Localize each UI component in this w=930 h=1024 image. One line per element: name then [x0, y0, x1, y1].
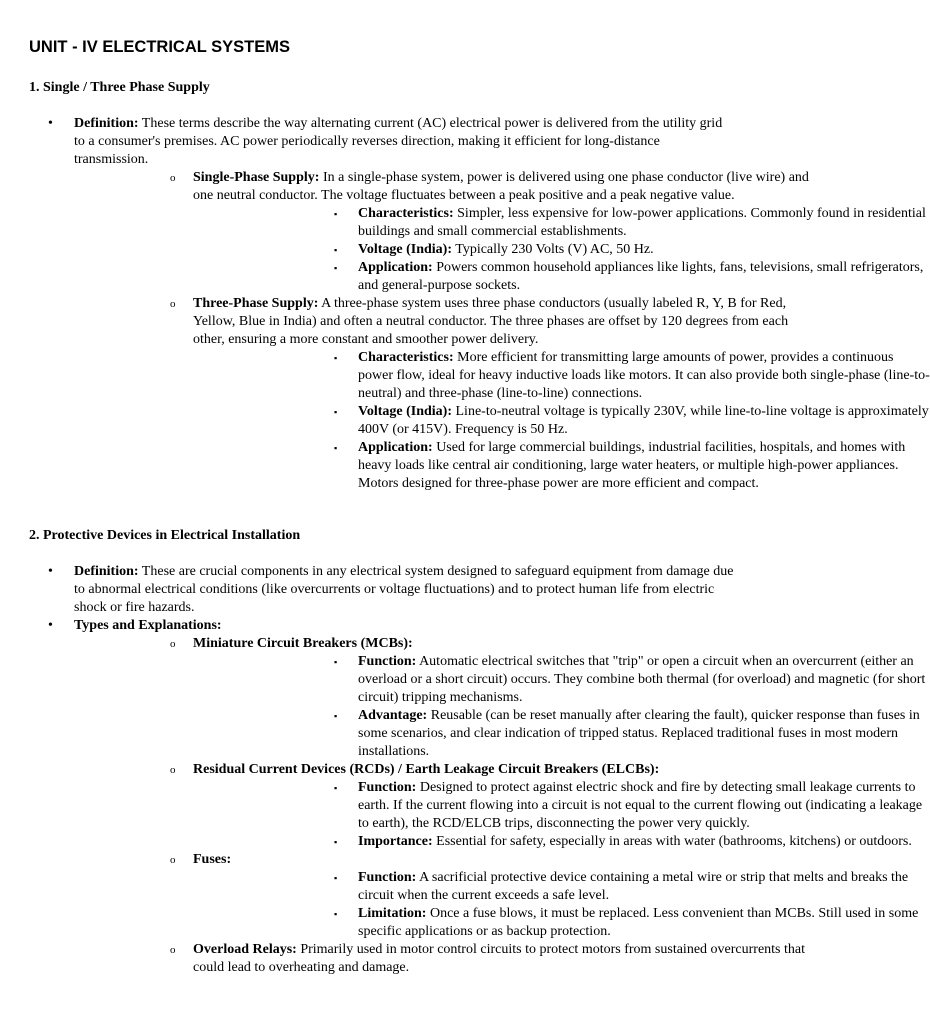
list-item-advantage — [193, 707, 930, 761]
item-label: Types and Explanations: — [74, 618, 222, 633]
item-label: Application: — [358, 260, 433, 275]
square-marker: ▪ — [334, 711, 338, 721]
item-text: Line-to-neutral voltage is typically 230V, while line-to-line voltage is approximately 400V (or 415V). Frequency is 50 Hz. — [358, 404, 929, 437]
item-label: Limitation: — [358, 906, 427, 921]
item-label: Definition: — [74, 116, 139, 131]
item-text: In a single-phase system, power is delivered using one phase conductor (live wire) and one neutral conductor. The voltage fluctuates between a peak positive and a peak negative value. — [193, 170, 809, 203]
item-label: Characteristics: — [358, 206, 454, 221]
sublist — [74, 635, 926, 977]
item-label: Function: — [358, 780, 417, 795]
square-marker: ▪ — [334, 909, 338, 919]
list-item-single-phase — [74, 169, 926, 295]
sublist — [193, 869, 919, 941]
section-heading-single-three-phase: 1. Single / Three Phase Supply — [29, 80, 210, 95]
section-heading-protective-devices: 2. Protective Devices in Electrical Installation — [29, 528, 301, 543]
item-text: Primarily used in motor control circuits to protect motors from sustained overcurrents that could lead to overheating and damage. — [193, 942, 805, 975]
list-item-function — [193, 653, 930, 707]
section-2-list — [0, 563, 926, 977]
item-text: More efficient for transmitting large amounts of power, provides a continuous power flow, ideal for heavy inductive loads like motors. It can also provide both single-phase (line-to-neutral) and three-phase (line-to-line) connections. — [358, 350, 930, 401]
bullet-marker: • — [48, 116, 53, 131]
list-item-voltage — [193, 241, 930, 259]
list-item-three-phase — [74, 295, 930, 493]
item-label: Miniature Circuit Breakers (MCBs): — [193, 636, 413, 651]
item-label: Advantage: — [358, 708, 428, 723]
item-label: Residual Current Devices (RCDs) / Earth Leakage Circuit Breakers (ELCBs): — [193, 762, 660, 777]
square-marker: ▪ — [334, 353, 338, 363]
square-marker: ▪ — [334, 783, 338, 793]
item-text: These terms describe the way alternating current (AC) electrical power is delivered from the utility grid to a consumer's premises. AC power periodically reverses direction, making it efficient for long-distance transmission. — [74, 116, 723, 167]
item-text: Automatic electrical switches that "trip" or open a circuit when an overcurrent (either an overload or a short circuit) occurs. They combine both thermal (for overload) and magnetic (for short circuit) tripping mechanisms. — [358, 654, 926, 705]
item-text: Simpler, less expensive for low-power applications. Commonly found in residential buildings and small commercial establishments. — [358, 206, 926, 239]
item-label: Function: — [358, 870, 417, 885]
list-item-definition — [0, 563, 734, 617]
sublist — [193, 205, 926, 295]
item-label: Overload Relays: — [193, 942, 297, 957]
page-title: UNIT - IV ELECTRICAL SYSTEMS — [29, 38, 290, 56]
circle-marker: o — [170, 854, 176, 866]
list-item-characteristics — [193, 205, 930, 241]
list-item-voltage — [193, 403, 930, 439]
list-item-function — [193, 779, 930, 833]
square-marker: ▪ — [334, 443, 338, 453]
circle-marker: o — [170, 638, 176, 650]
item-text: These are crucial components in any electrical system designed to safeguard equipment from damage due to abnormal electrical conditions (like overcurrents or voltage fluctuations) and to protect human life from electric shock or fire hazards. — [74, 564, 734, 615]
section-1-list — [0, 115, 930, 493]
list-item-mcb — [74, 635, 926, 761]
bullet-marker: • — [48, 618, 53, 633]
item-text: Powers common household appliances like lights, fans, televisions, small refrigerators, and general-purpose sockets. — [358, 260, 924, 293]
list-item-application — [193, 259, 930, 295]
item-text: A sacrificial protective device containing a metal wire or strip that melts and breaks the circuit when the current exceeds a safe level. — [358, 870, 909, 903]
item-text: Used for large commercial buildings, industrial facilities, hospitals, and homes with heavy loads like central air conditioning, large water heaters, or multiple high-power appliances. Motors designed for three-phase power are more efficient and compact. — [358, 440, 906, 491]
sublist — [193, 779, 923, 851]
item-label: Function: — [358, 654, 417, 669]
list-item-importance — [193, 833, 930, 851]
list-item-function — [193, 869, 930, 905]
sublist — [74, 169, 930, 493]
list-item-characteristics — [193, 349, 930, 403]
item-label: Characteristics: — [358, 350, 454, 365]
item-label: Fuses: — [193, 852, 232, 867]
list-item-types — [0, 617, 926, 977]
square-marker: ▪ — [334, 873, 338, 883]
circle-marker: o — [170, 298, 176, 310]
item-label: Three-Phase Supply: — [193, 296, 319, 311]
item-text: Once a fuse blows, it must be replaced. Less convenient than MCBs. Still used in some specific applications or as backup protection. — [358, 906, 919, 939]
item-label: Voltage (India): — [358, 242, 452, 257]
item-text: Typically 230 Volts (V) AC, 50 Hz. — [452, 242, 654, 257]
bullet-marker: • — [48, 564, 53, 579]
square-marker: ▪ — [334, 407, 338, 417]
circle-marker: o — [170, 172, 176, 184]
item-label: Definition: — [74, 564, 139, 579]
sublist — [193, 349, 930, 493]
item-label: Voltage (India): — [358, 404, 452, 419]
square-marker: ▪ — [334, 837, 338, 847]
list-item-overload-relays — [74, 941, 810, 977]
item-text: Reusable (can be reset manually after clearing the fault), quicker response than fuses in some scenarios, and clear indication of tripped status. Replaced traditional fuses in most modern installations. — [358, 708, 920, 759]
list-item-limitation — [193, 905, 930, 941]
list-item-fuses — [74, 851, 919, 941]
item-label: Importance: — [358, 834, 433, 849]
item-text: Designed to protect against electric shock and fire by detecting small leakage currents to earth. If the current flowing into a circuit is not equal to the current flowing out (indicating a leakage to earth), the RCD/ELCB trips, disconnecting the power very quickly. — [358, 780, 923, 831]
item-text: A three-phase system uses three phase conductors (usually labeled R, Y, B for Red, Yellow, Blue in India) and often a neutral conductor. The three phases are offset by 120 degrees from each other, ensuring a more constant and smoother power delivery. — [193, 296, 789, 347]
sublist — [193, 653, 926, 761]
item-text: Essential for safety, especially in areas with water (bathrooms, kitchens) or outdoors. — [432, 834, 912, 849]
item-label: Single-Phase Supply: — [193, 170, 320, 185]
list-item-application — [193, 439, 930, 493]
square-marker: ▪ — [334, 245, 338, 255]
square-marker: ▪ — [334, 263, 338, 273]
circle-marker: o — [170, 764, 176, 776]
list-item-definition — [0, 115, 930, 493]
circle-marker: o — [170, 944, 176, 956]
square-marker: ▪ — [334, 657, 338, 667]
list-item-rcd — [74, 761, 923, 851]
item-label: Application: — [358, 440, 433, 455]
square-marker: ▪ — [334, 209, 338, 219]
